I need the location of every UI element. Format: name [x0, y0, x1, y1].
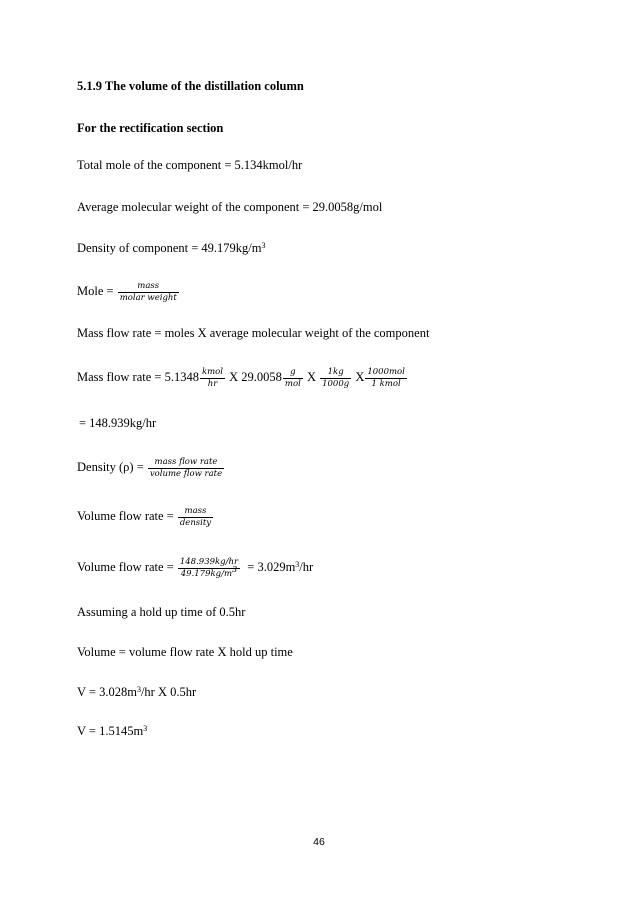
- v1-text: V = 3.028m: [77, 685, 137, 699]
- volume-flow-result: [244, 560, 313, 574]
- mass-flow-definition: Mass flow rate = moles X average molecular weight of the component: [77, 326, 430, 340]
- mfr-f1-denominator: hr: [200, 378, 225, 390]
- mfr-f3-numerator: 1kg: [327, 366, 344, 377]
- volume-flow-calc-denominator: [178, 564, 240, 580]
- mfr-f4-denominator: 1 kmol: [365, 378, 407, 390]
- mfr-fraction-g-mol: [283, 367, 303, 390]
- volume-calculation: [77, 685, 196, 699]
- v1-suffix: /hr X 0.5hr: [140, 685, 197, 699]
- volume-flow-label: Volume flow rate =: [77, 509, 174, 523]
- mfr-f1-numerator: kmol: [201, 366, 224, 377]
- density-line: [77, 241, 265, 255]
- mole-formula: [77, 277, 180, 305]
- mfr-times-3: X: [355, 370, 365, 384]
- vfr2-den-text: 49.179kg/m: [180, 568, 233, 579]
- volume-flow-numerator: mass: [184, 505, 207, 516]
- mfr-fraction-kmol-hr: [200, 367, 225, 390]
- volume-flow-calc-numerator: [178, 557, 240, 568]
- mfr-times-1: X 29.0058: [229, 370, 282, 384]
- density-formula-label: Density (ρ) =: [77, 460, 144, 474]
- volume-result: [77, 724, 147, 738]
- density-superscript: 3: [261, 241, 266, 250]
- mfr-fraction-mol-kmol: [365, 367, 407, 390]
- vfr2-num-text: 148.939kg/hr: [179, 556, 239, 567]
- volume-flow-fraction: [178, 506, 213, 529]
- density-fraction-numerator: mass flow rate: [154, 456, 218, 467]
- mfr-f4-numerator: 1000mol: [367, 366, 405, 377]
- volume-flow-formula: [77, 502, 214, 530]
- mfr-f3-denominator: 1000g: [322, 378, 350, 389]
- density-fraction-denominator: volume flow rate: [149, 468, 223, 479]
- section-subheading: For the rectification section: [77, 121, 224, 135]
- vfr2-result-superscript: 3: [295, 560, 300, 569]
- total-mole-line: Total mole of the component = 5.134kmol/hr: [77, 158, 303, 172]
- volume-flow-calculation: [77, 553, 313, 581]
- volume-definition: Volume = volume flow rate X hold up time: [77, 645, 293, 659]
- v2-superscript: 3: [143, 724, 148, 733]
- v2-text: V = 1.5145m: [77, 724, 144, 738]
- page-number: 46: [313, 836, 325, 848]
- v1-superscript: 3: [136, 685, 141, 694]
- mfr-label: Mass flow rate = 5.1348: [77, 370, 199, 384]
- vfr2-den-superscript: 3: [232, 564, 238, 574]
- mole-label: Mole =: [77, 284, 114, 298]
- density-fraction: [148, 457, 224, 480]
- mfr-times-2: X: [306, 370, 316, 384]
- section-heading: 5.1.9 The volume of the distillation column: [77, 79, 304, 93]
- density-text: Density of component = 49.179kg/m: [77, 241, 262, 255]
- density-formula: [77, 453, 225, 481]
- volume-flow-calc-label: Volume flow rate =: [77, 560, 174, 574]
- mole-fraction: [118, 281, 179, 304]
- mole-fraction-numerator: mass: [137, 280, 160, 291]
- holdup-assumption: Assuming a hold up time of 0.5hr: [77, 605, 246, 619]
- mfr-f2-denominator: mol: [284, 378, 301, 389]
- mass-flow-result: = 148.939kg/hr: [79, 416, 157, 430]
- mole-fraction-denominator: molar weight: [119, 292, 177, 303]
- mfr-f2-numerator: g: [290, 366, 296, 377]
- avg-molecular-weight-line: Average molecular weight of the component = 29.0058g/mol: [77, 200, 383, 214]
- vfr2-result-text: = 3.029m: [247, 560, 296, 574]
- mfr-fraction-kg-g: [320, 367, 351, 390]
- vfr2-result-unit: /hr: [299, 560, 314, 574]
- mass-flow-calculation: [77, 363, 408, 391]
- volume-flow-calc-fraction: [178, 557, 240, 580]
- volume-flow-denominator: density: [179, 517, 212, 528]
